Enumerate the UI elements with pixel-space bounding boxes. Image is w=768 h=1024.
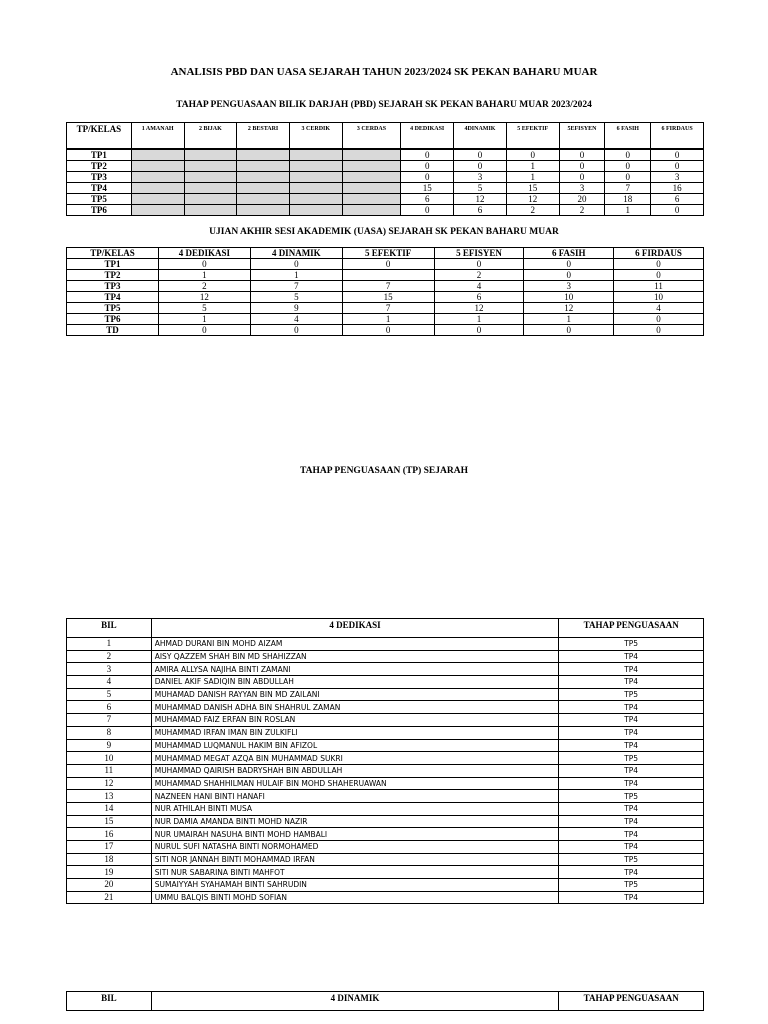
student-name: NUR DAMIA AMANDA BINTI MOHD NAZIR xyxy=(151,815,559,828)
student-tp: TP5 xyxy=(559,688,704,701)
student-name: MUHAMMAD QAIRISH BADRYSHAH BIN ABDULLAH xyxy=(151,764,559,777)
pbd-cell: 15 xyxy=(506,183,559,194)
pbd-cell: 5 xyxy=(454,183,507,194)
pbd-cell: 3 xyxy=(454,172,507,183)
pbd-col-header: 6 FIRDAUS xyxy=(651,123,704,149)
uasa-table xyxy=(66,247,704,336)
uasa-row-label: TP5 xyxy=(67,303,159,314)
student-tp: TP4 xyxy=(559,815,704,828)
pbd-col-header: 3 CERDAS xyxy=(342,123,401,149)
student-name: AISY QAZZEM SHAH BIN MD SHAHIZZAN xyxy=(151,650,559,663)
student-tp: TP4 xyxy=(559,866,704,879)
pbd-col-header: 5EFISYEN xyxy=(559,123,605,149)
pbd-cell: 0 xyxy=(651,161,704,172)
pbd-col-header: TP/KELAS xyxy=(67,123,132,149)
uasa-cell: 5 xyxy=(158,303,250,314)
pbd-cell: 1 xyxy=(506,161,559,172)
pbd-row-label: TP4 xyxy=(67,183,132,194)
student-bil: 20 xyxy=(67,879,152,892)
pbd-cell xyxy=(237,161,290,172)
student-tp: TP4 xyxy=(559,663,704,676)
student-row xyxy=(67,879,704,892)
student-row xyxy=(67,701,704,714)
pbd-cell: 0 xyxy=(401,205,454,216)
uasa-cell: 0 xyxy=(434,259,524,270)
pbd-col-header: 6 FASIH xyxy=(605,123,651,149)
student-tp: TP4 xyxy=(559,650,704,663)
student-bil: 7 xyxy=(67,714,152,727)
student-name: MUHAMMAD DANISH ADHA BIN SHAHRUL ZAMAN xyxy=(151,701,559,714)
student-tp: TP4 xyxy=(559,726,704,739)
student-row xyxy=(67,688,704,701)
student-bil: 21 xyxy=(67,891,152,904)
uasa-cell: 0 xyxy=(524,270,614,281)
uasa-cell: 10 xyxy=(524,292,614,303)
uasa-row xyxy=(67,259,704,270)
student-tp: TP4 xyxy=(559,777,704,790)
uasa-cell: 11 xyxy=(614,281,704,292)
uasa-cell: 0 xyxy=(434,325,524,336)
uasa-cell: 1 xyxy=(250,270,342,281)
uasa-cell: 1 xyxy=(158,270,250,281)
student-bil: 15 xyxy=(67,815,152,828)
student-name: NAZNEEN HANI BINTI HANAFI xyxy=(151,790,559,803)
dinamik-table xyxy=(66,991,704,1011)
pbd-cell: 0 xyxy=(454,150,507,161)
pbd-cell: 0 xyxy=(559,150,605,161)
student-bil: 17 xyxy=(67,841,152,854)
pbd-cell xyxy=(237,205,290,216)
uasa-cell xyxy=(342,270,434,281)
uasa-cell: 7 xyxy=(342,303,434,314)
pbd-row xyxy=(67,183,704,194)
uasa-cell: 4 xyxy=(250,314,342,325)
pbd-cell xyxy=(131,161,184,172)
pbd-cell: 0 xyxy=(401,172,454,183)
pbd-cell: 15 xyxy=(401,183,454,194)
student-row xyxy=(67,638,704,651)
dedikasi-col-header: 4 DEDIKASI xyxy=(151,619,559,638)
pbd-cell xyxy=(289,150,342,161)
student-name: DANIEL AKIF SADIQIN BIN ABDULLAH xyxy=(151,676,559,689)
student-tp: TP5 xyxy=(559,879,704,892)
uasa-cell: 12 xyxy=(434,303,524,314)
pbd-row-label: TP5 xyxy=(67,194,132,205)
pbd-cell: 12 xyxy=(454,194,507,205)
student-tp: TP4 xyxy=(559,802,704,815)
dedikasi-table xyxy=(66,618,704,904)
pbd-col-header: 2 BIJAK xyxy=(184,123,237,149)
pbd-cell: 3 xyxy=(651,172,704,183)
student-name: MUHAMMAD IRFAN IMAN BIN ZULKIFLI xyxy=(151,726,559,739)
student-bil: 19 xyxy=(67,866,152,879)
uasa-cell: 0 xyxy=(342,259,434,270)
uasa-cell: 0 xyxy=(524,259,614,270)
pbd-cell xyxy=(184,172,237,183)
pbd-cell: 0 xyxy=(401,161,454,172)
uasa-row xyxy=(67,325,704,336)
student-row xyxy=(67,663,704,676)
pbd-col-header: 5 EFEKTIF xyxy=(506,123,559,149)
pbd-row-label: TP6 xyxy=(67,205,132,216)
pbd-cell xyxy=(131,194,184,205)
pbd-cell xyxy=(131,183,184,194)
uasa-cell: 0 xyxy=(614,259,704,270)
pbd-cell xyxy=(289,172,342,183)
pbd-cell xyxy=(237,194,290,205)
dedikasi-header-row xyxy=(67,619,704,638)
student-row xyxy=(67,815,704,828)
uasa-cell: 2 xyxy=(434,270,524,281)
student-name: AMIRA ALLYSA NAJIHA BINTI ZAMANI xyxy=(151,663,559,676)
student-name: SITI NUR SABARINA BINTI MAHFOT xyxy=(151,866,559,879)
pbd-cell xyxy=(184,150,237,161)
pbd-cell: 6 xyxy=(651,194,704,205)
uasa-row xyxy=(67,292,704,303)
uasa-cell: 7 xyxy=(342,281,434,292)
uasa-cell: 1 xyxy=(434,314,524,325)
tp-heading: TAHAP PENGUASAAN (TP) SEJARAH xyxy=(300,466,468,476)
student-tp: TP5 xyxy=(559,790,704,803)
student-name: UMMU BALQIS BINTI MOHD SOFIAN xyxy=(151,891,559,904)
student-name: NURUL SUFI NATASHA BINTI NORMOHAMED xyxy=(151,841,559,854)
dinamik-col-header: TAHAP PENGUASAAN xyxy=(559,992,704,1011)
pbd-cell: 0 xyxy=(651,205,704,216)
student-row xyxy=(67,790,704,803)
student-tp: TP4 xyxy=(559,828,704,841)
pbd-cell: 0 xyxy=(559,172,605,183)
student-name: AHMAD DURANI BIN MOHD AIZAM xyxy=(151,638,559,651)
pbd-cell xyxy=(237,172,290,183)
uasa-cell: 5 xyxy=(250,292,342,303)
pbd-row-label: TP2 xyxy=(67,161,132,172)
student-tp: TP4 xyxy=(559,739,704,752)
pbd-cell xyxy=(289,161,342,172)
student-bil: 9 xyxy=(67,739,152,752)
pbd-cell: 6 xyxy=(401,194,454,205)
student-row xyxy=(67,841,704,854)
pbd-cell xyxy=(342,194,401,205)
uasa-col-header: 6 FASIH xyxy=(524,248,614,259)
pbd-cell: 0 xyxy=(605,172,651,183)
uasa-col-header: 6 FIRDAUS xyxy=(614,248,704,259)
pbd-col-header: 3 CERDIK xyxy=(289,123,342,149)
uasa-col-header: 4 DEDIKASI xyxy=(158,248,250,259)
pbd-row xyxy=(67,205,704,216)
pbd-cell xyxy=(342,161,401,172)
pbd-cell xyxy=(237,183,290,194)
pbd-cell: 0 xyxy=(605,150,651,161)
pbd-row xyxy=(67,194,704,205)
student-bil: 3 xyxy=(67,663,152,676)
uasa-row-label: TP6 xyxy=(67,314,159,325)
dinamik-col-header: 4 DINAMIK xyxy=(151,992,559,1011)
pbd-cell: 2 xyxy=(559,205,605,216)
student-row xyxy=(67,828,704,841)
uasa-cell: 4 xyxy=(434,281,524,292)
uasa-cell: 0 xyxy=(614,314,704,325)
pbd-cell xyxy=(131,172,184,183)
pbd-cell: 0 xyxy=(401,150,454,161)
student-row xyxy=(67,866,704,879)
student-bil: 12 xyxy=(67,777,152,790)
student-tp: TP5 xyxy=(559,752,704,765)
pbd-col-header: 1 AMANAH xyxy=(131,123,184,149)
uasa-cell: 1 xyxy=(158,314,250,325)
uasa-row xyxy=(67,303,704,314)
uasa-header-row xyxy=(67,248,704,259)
student-tp: TP4 xyxy=(559,676,704,689)
pbd-col-header: 2 BESTARI xyxy=(237,123,290,149)
student-name: MUHAMMAD MEGAT AZQA BIN MUHAMMAD SUKRI xyxy=(151,752,559,765)
uasa-cell: 0 xyxy=(614,325,704,336)
pbd-row xyxy=(67,172,704,183)
student-tp: TP4 xyxy=(559,764,704,777)
student-name: MUHAMMAD FAIZ ERFAN BIN ROSLAN xyxy=(151,714,559,727)
uasa-row xyxy=(67,270,704,281)
pbd-cell xyxy=(342,150,401,161)
student-name: MUHAMMAD SHAHHILMAN HULAIF BIN MOHD SHAHERUAWAN xyxy=(151,777,559,790)
student-bil: 2 xyxy=(67,650,152,663)
student-tp: TP4 xyxy=(559,714,704,727)
student-row xyxy=(67,726,704,739)
pbd-cell xyxy=(184,183,237,194)
student-row xyxy=(67,676,704,689)
student-row xyxy=(67,853,704,866)
uasa-row-label: TD xyxy=(67,325,159,336)
pbd-cell: 0 xyxy=(559,161,605,172)
uasa-col-header: TP/KELAS xyxy=(67,248,159,259)
dinamik-col-header: BIL xyxy=(67,992,152,1011)
student-tp: TP4 xyxy=(559,701,704,714)
student-name: MUHAMAD DANISH RAYYAN BIN MD ZAILANI xyxy=(151,688,559,701)
uasa-row-label: TP3 xyxy=(67,281,159,292)
pbd-cell xyxy=(289,194,342,205)
pbd-cell: 0 xyxy=(605,161,651,172)
pbd-row xyxy=(67,150,704,161)
student-bil: 4 xyxy=(67,676,152,689)
uasa-row xyxy=(67,281,704,292)
uasa-col-header: 5 EFISYEN xyxy=(434,248,524,259)
student-row xyxy=(67,764,704,777)
uasa-cell: 6 xyxy=(434,292,524,303)
student-name: SUMAIYYAH SYAHAMAH BINTI SAHRUDIN xyxy=(151,879,559,892)
student-name: MUHAMMAD LUQMANUL HAKIM BIN AFIZOL xyxy=(151,739,559,752)
uasa-cell: 3 xyxy=(524,281,614,292)
pbd-cell xyxy=(184,205,237,216)
pbd-cell xyxy=(342,172,401,183)
pbd-table xyxy=(66,122,704,216)
student-bil: 5 xyxy=(67,688,152,701)
student-tp: TP5 xyxy=(559,638,704,651)
pbd-cell: 20 xyxy=(559,194,605,205)
pbd-cell: 0 xyxy=(454,161,507,172)
uasa-cell: 0 xyxy=(250,325,342,336)
uasa-cell: 0 xyxy=(158,325,250,336)
pbd-cell: 3 xyxy=(559,183,605,194)
pbd-cell xyxy=(342,205,401,216)
pbd-cell xyxy=(237,150,290,161)
uasa-cell: 12 xyxy=(158,292,250,303)
uasa-cell: 7 xyxy=(250,281,342,292)
pbd-cell: 2 xyxy=(506,205,559,216)
uasa-cell: 1 xyxy=(524,314,614,325)
student-row xyxy=(67,714,704,727)
uasa-cell: 0 xyxy=(524,325,614,336)
uasa-row-label: TP1 xyxy=(67,259,159,270)
uasa-cell: 0 xyxy=(158,259,250,270)
student-bil: 14 xyxy=(67,802,152,815)
pbd-col-header: 4 DEDIKASI xyxy=(401,123,454,149)
pbd-row-label: TP1 xyxy=(67,150,132,161)
student-tp: TP4 xyxy=(559,891,704,904)
pbd-heading: TAHAP PENGUASAAN BILIK DARJAH (PBD) SEJARAH SK PEKAN BAHARU MUAR 2023/2024 xyxy=(176,100,592,110)
student-row xyxy=(67,777,704,790)
pbd-cell xyxy=(342,183,401,194)
pbd-row xyxy=(67,161,704,172)
uasa-cell: 15 xyxy=(342,292,434,303)
student-row xyxy=(67,650,704,663)
uasa-row-label: TP4 xyxy=(67,292,159,303)
student-row xyxy=(67,739,704,752)
uasa-cell: 0 xyxy=(250,259,342,270)
pbd-cell: 16 xyxy=(651,183,704,194)
pbd-cell: 1 xyxy=(605,205,651,216)
student-name: NUR UMAIRAH NASUHA BINTI MOHD HAMBALI xyxy=(151,828,559,841)
pbd-cell xyxy=(289,183,342,194)
pbd-cell: 0 xyxy=(651,150,704,161)
uasa-row xyxy=(67,314,704,325)
uasa-cell: 4 xyxy=(614,303,704,314)
uasa-row-label: TP2 xyxy=(67,270,159,281)
pbd-cell: 0 xyxy=(506,150,559,161)
pbd-col-header: 4DINAMIK xyxy=(454,123,507,149)
student-row xyxy=(67,891,704,904)
pbd-cell: 6 xyxy=(454,205,507,216)
student-bil: 13 xyxy=(67,790,152,803)
pbd-row-label: TP3 xyxy=(67,172,132,183)
page-title: ANALISIS PBD DAN UASA SEJARAH TAHUN 2023/2024 SK PEKAN BAHARU MUAR xyxy=(170,66,598,78)
dedikasi-col-header: TAHAP PENGUASAAN xyxy=(559,619,704,638)
uasa-cell: 10 xyxy=(614,292,704,303)
student-tp: TP4 xyxy=(559,841,704,854)
uasa-cell: 0 xyxy=(342,325,434,336)
student-bil: 8 xyxy=(67,726,152,739)
pbd-cell: 12 xyxy=(506,194,559,205)
uasa-cell: 1 xyxy=(342,314,434,325)
pbd-header-row xyxy=(67,123,704,149)
pbd-cell: 7 xyxy=(605,183,651,194)
dinamik-header-row xyxy=(67,992,704,1011)
student-bil: 18 xyxy=(67,853,152,866)
pbd-cell: 18 xyxy=(605,194,651,205)
student-name: SITI NOR JANNAH BINTI MOHAMMAD IRFAN xyxy=(151,853,559,866)
uasa-col-header: 5 EFEKTIF xyxy=(342,248,434,259)
student-bil: 10 xyxy=(67,752,152,765)
uasa-col-header: 4 DINAMIK xyxy=(250,248,342,259)
pbd-cell xyxy=(131,205,184,216)
student-row xyxy=(67,752,704,765)
student-tp: TP5 xyxy=(559,853,704,866)
uasa-cell: 0 xyxy=(614,270,704,281)
student-bil: 6 xyxy=(67,701,152,714)
pbd-cell xyxy=(131,150,184,161)
student-name: NUR ATHILAH BINTI MUSA xyxy=(151,802,559,815)
student-bil: 11 xyxy=(67,764,152,777)
dedikasi-col-header: BIL xyxy=(67,619,152,638)
uasa-cell: 9 xyxy=(250,303,342,314)
uasa-cell: 2 xyxy=(158,281,250,292)
student-bil: 16 xyxy=(67,828,152,841)
uasa-heading: UJIAN AKHIR SESI AKADEMIK (UASA) SEJARAH SK PEKAN BAHARU MUAR xyxy=(209,227,559,237)
pbd-cell: 1 xyxy=(506,172,559,183)
pbd-cell xyxy=(184,194,237,205)
student-row xyxy=(67,802,704,815)
student-bil: 1 xyxy=(67,638,152,651)
pbd-cell xyxy=(184,161,237,172)
pbd-cell xyxy=(289,205,342,216)
uasa-cell: 12 xyxy=(524,303,614,314)
